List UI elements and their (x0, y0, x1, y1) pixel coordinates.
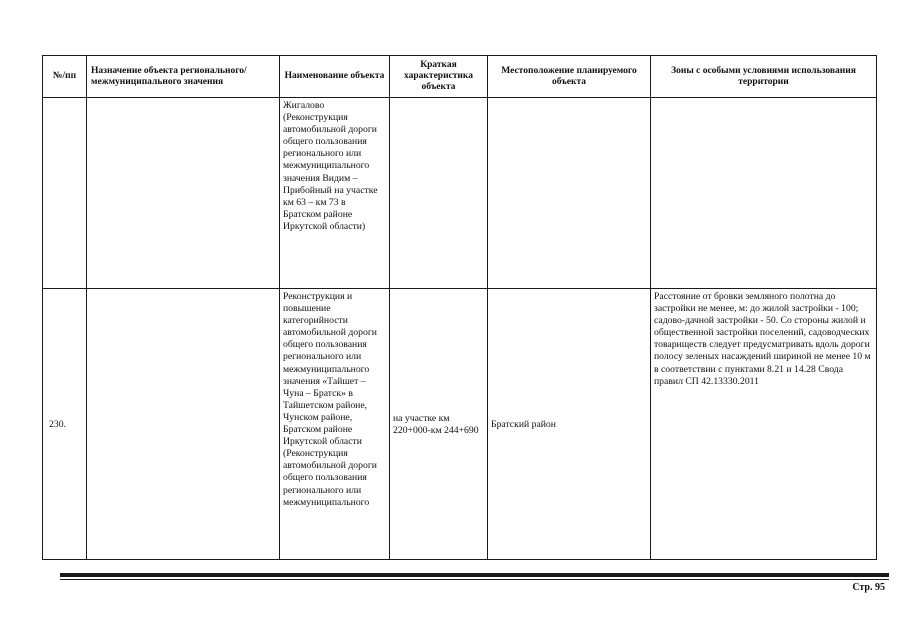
cell-special-zones (651, 98, 877, 289)
footer-divider-thick (60, 573, 889, 577)
cell-characteristic (390, 98, 488, 289)
cell-purpose (87, 98, 280, 289)
header-object-name: Наименование объекта (280, 56, 390, 98)
cell-object-name: Реконструкция и повышение категорийности автомобильной дороги общего пользования регионального или межмуниципального значения «Тайшет – Чуна – Братск» в Тайшетском районе, Чунском районе, Братском районе Иркутской области (Реконструкция автомобильной дороги общего пользования регионального или межмуниципального (280, 289, 390, 560)
cell-number: 230. (43, 289, 87, 560)
table-row (43, 98, 877, 289)
table-row (43, 289, 877, 560)
cell-number (43, 98, 87, 289)
table-header-row (43, 56, 877, 98)
planning-objects-table (42, 55, 877, 560)
header-number: №/пп (43, 56, 87, 98)
cell-location (488, 98, 651, 289)
cell-location: Братский район (488, 289, 651, 560)
header-purpose: Назначение объекта регионального/ межмуниципального значения (87, 56, 280, 98)
cell-purpose (87, 289, 280, 560)
cell-special-zones: Расстояние от бровки земляного полотна до застройки не менее, м: до жилой застройки - 100; садово-дачной застройки - 50. Со стороны жилой и общественной застройки поселений, садоводческих товариществ следует предусматривать вдоль дороги полосу зеленых насаждений шириной не менее 10 м в соответствии с пунктами 8.21 и 14.28 Свода правил СП 42.13330.2011 (651, 289, 877, 560)
page-number: Стр. 95 (852, 582, 885, 593)
header-special-zones: Зоны с особыми условиями использования территории (651, 56, 877, 98)
footer-divider-thin (60, 579, 889, 580)
header-characteristic: Краткая характеристика объекта (390, 56, 488, 98)
cell-characteristic: на участке км 220+000-км 244+690 (390, 289, 488, 560)
header-location: Местоположение планируемого объекта (488, 56, 651, 98)
cell-object-name: Жигалово (Реконструкция автомобильной дороги общего пользования регионального или межмуниципального значения Видим – Прибойный на участке км 63 – км 73 в Братском районе Иркутской области) (280, 98, 390, 289)
